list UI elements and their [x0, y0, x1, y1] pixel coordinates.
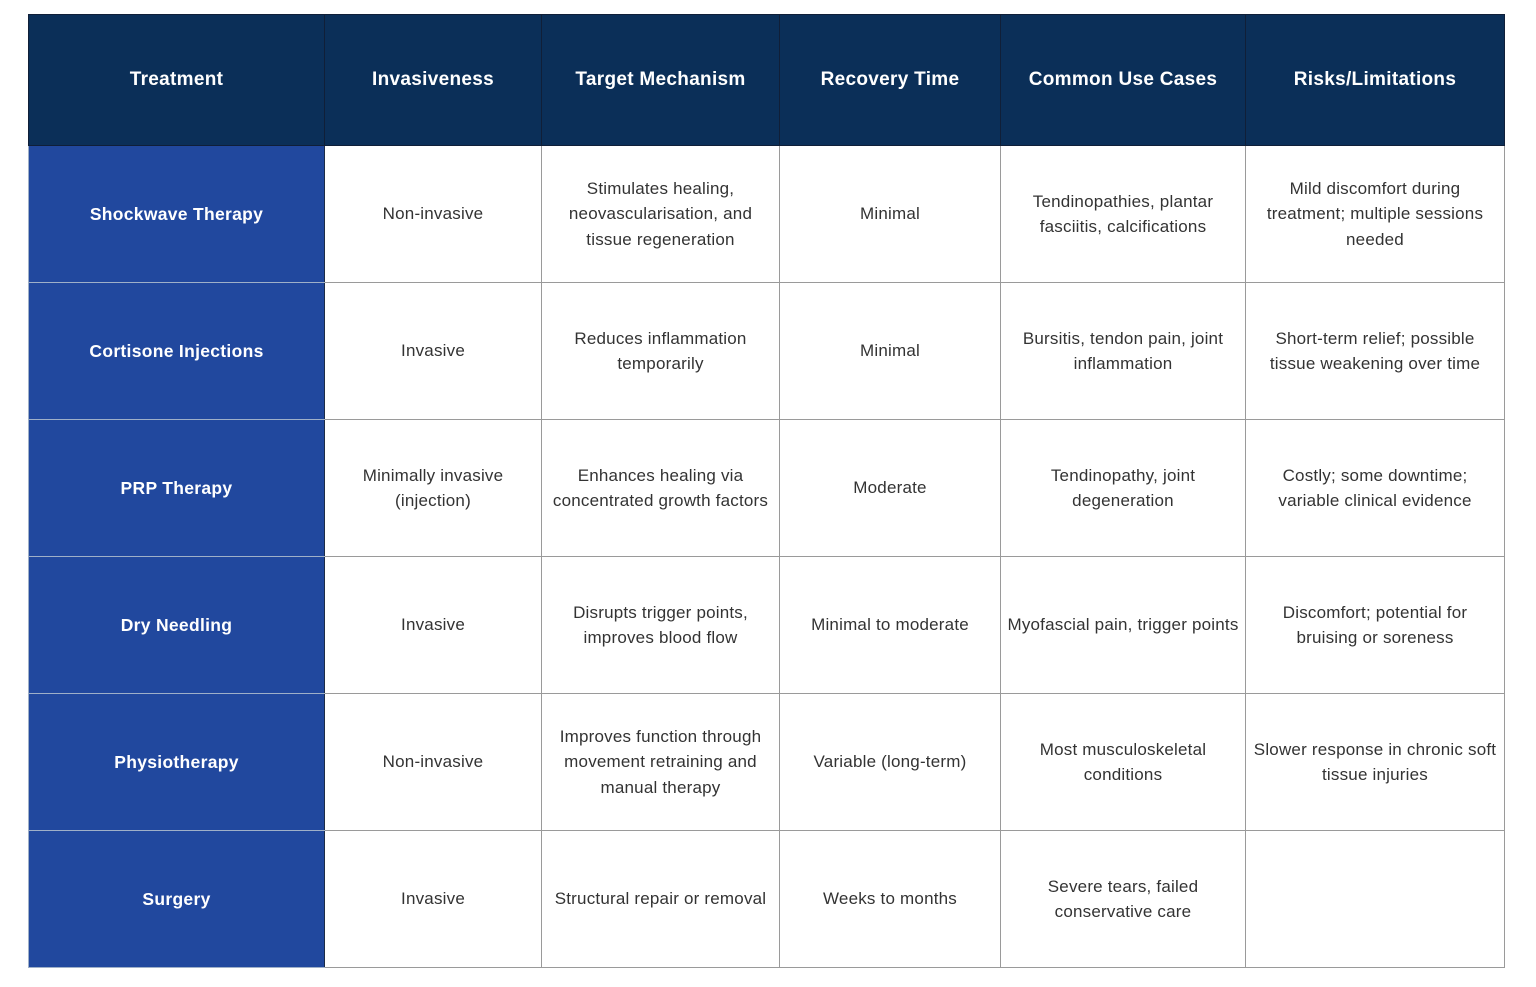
row-header-cell: Cortisone Injections [29, 283, 325, 420]
table-row [29, 420, 1505, 557]
cell-target-mechanism: Structural repair or removal [542, 831, 780, 968]
cell-target-mechanism: Stimulates healing, neovascularisation, and tissue regeneration [542, 146, 780, 283]
table-row [29, 831, 1505, 968]
cell-common-use-cases: Tendinopathy, joint degeneration [1001, 420, 1246, 557]
cell-recovery-time: Minimal to moderate [780, 557, 1001, 694]
row-header-cell: Surgery [29, 831, 325, 968]
column-header-common-use-cases: Common Use Cases [1001, 15, 1246, 146]
cell-recovery-time: Minimal [780, 283, 1001, 420]
cell-recovery-time: Minimal [780, 146, 1001, 283]
cell-common-use-cases: Severe tears, failed conservative care [1001, 831, 1246, 968]
table-row [29, 146, 1505, 283]
table-row [29, 694, 1505, 831]
cell-risks-limitations: Discomfort; potential for bruising or soreness [1246, 557, 1505, 694]
cell-invasiveness: Invasive [325, 831, 542, 968]
cell-invasiveness: Non-invasive [325, 146, 542, 283]
row-header-cell: Shockwave Therapy [29, 146, 325, 283]
cell-recovery-time: Weeks to months [780, 831, 1001, 968]
table-row [29, 557, 1505, 694]
row-header-cell: Dry Needling [29, 557, 325, 694]
column-header-recovery-time: Recovery Time [780, 15, 1001, 146]
column-header-invasiveness: Invasiveness [325, 15, 542, 146]
table-header [29, 15, 1505, 146]
cell-common-use-cases: Bursitis, tendon pain, joint inflammation [1001, 283, 1246, 420]
treatment-comparison-table [28, 14, 1505, 968]
cell-common-use-cases: Tendinopathies, plantar fasciitis, calcifications [1001, 146, 1246, 283]
cell-risks-limitations: Costly; some downtime; variable clinical evidence [1246, 420, 1505, 557]
cell-common-use-cases: Most musculoskeletal conditions [1001, 694, 1246, 831]
cell-common-use-cases: Myofascial pain, trigger points [1001, 557, 1246, 694]
cell-risks-limitations: Mild discomfort during treatment; multiple sessions needed [1246, 146, 1505, 283]
cell-invasiveness: Minimally invasive (injection) [325, 420, 542, 557]
header-row [29, 15, 1505, 146]
cell-target-mechanism: Improves function through movement retraining and manual therapy [542, 694, 780, 831]
cell-recovery-time: Moderate [780, 420, 1001, 557]
cell-target-mechanism: Reduces inflammation temporarily [542, 283, 780, 420]
cell-risks-limitations [1246, 831, 1505, 968]
column-header-risks-limitations: Risks/Limitations [1246, 15, 1505, 146]
column-header-target-mechanism: Target Mechanism [542, 15, 780, 146]
cell-target-mechanism: Enhances healing via concentrated growth factors [542, 420, 780, 557]
table-body [29, 146, 1505, 968]
cell-invasiveness: Non-invasive [325, 694, 542, 831]
cell-target-mechanism: Disrupts trigger points, improves blood flow [542, 557, 780, 694]
cell-recovery-time: Variable (long-term) [780, 694, 1001, 831]
row-header-cell: Physiotherapy [29, 694, 325, 831]
cell-invasiveness: Invasive [325, 283, 542, 420]
cell-invasiveness: Invasive [325, 557, 542, 694]
table-row [29, 283, 1505, 420]
column-header-treatment: Treatment [29, 15, 325, 146]
cell-risks-limitations: Short-term relief; possible tissue weakening over time [1246, 283, 1505, 420]
cell-risks-limitations: Slower response in chronic soft tissue injuries [1246, 694, 1505, 831]
row-header-cell: PRP Therapy [29, 420, 325, 557]
